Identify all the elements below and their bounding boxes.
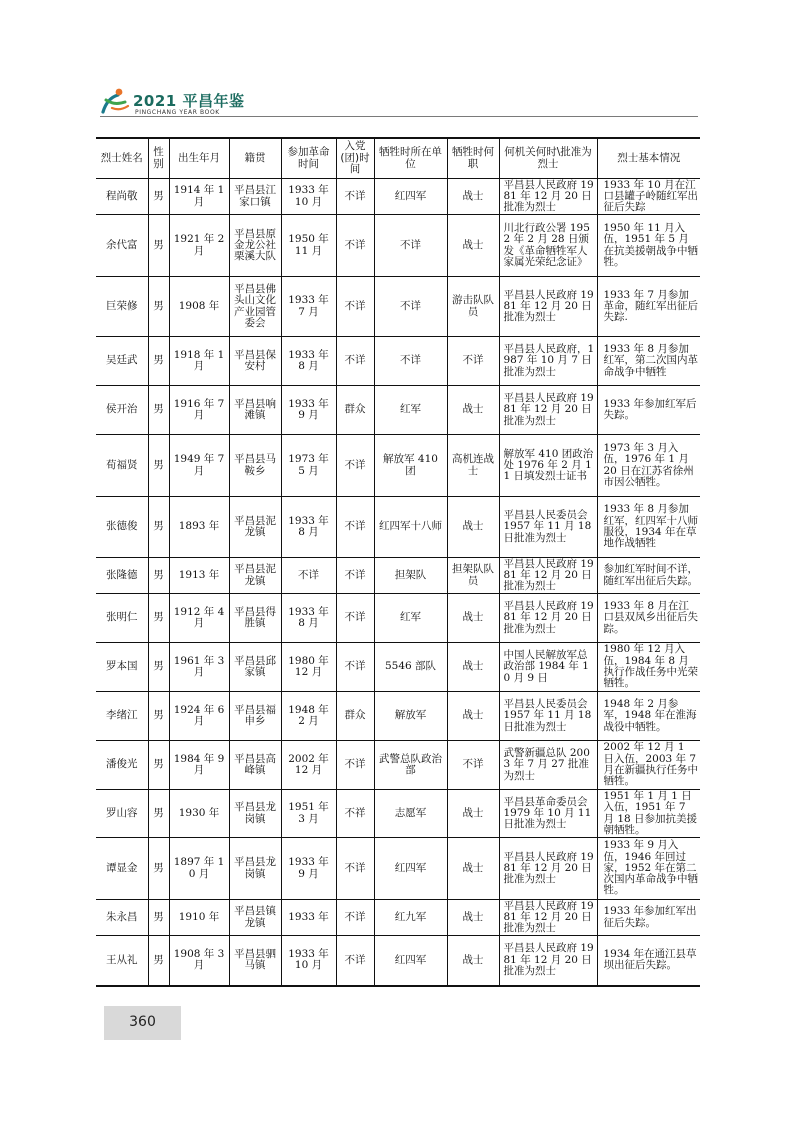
cell-approval: 平昌县人民政府 1981 年 12 月 20 日批准为烈士	[499, 594, 597, 643]
cell-name: 张明仁	[96, 594, 148, 643]
table-row	[96, 497, 700, 558]
table-row	[96, 838, 700, 900]
cell-approval: 平昌县人民政府 1981 年 12 月 20 日批准为烈士	[499, 936, 597, 986]
table-header-row	[96, 138, 700, 179]
cell-unit: 红四军	[374, 838, 447, 900]
cell-birth: 1897 年 10 月	[169, 838, 229, 900]
table-row	[96, 594, 700, 643]
cell-approval: 平昌县人民政府 1981 年 12 月 20 日批准为烈士	[499, 838, 597, 900]
column-header: 何机关何时\批准为烈士	[499, 138, 597, 179]
cell-name: 余代富	[96, 215, 148, 277]
page-number-box	[104, 1006, 181, 1040]
cell-join-date: 1933 年 8 月	[281, 594, 336, 643]
cell-party-date: 不详	[336, 435, 374, 497]
cell-party-date: 不详	[336, 497, 374, 558]
cell-details: 1948 年 2 月参军，1948 年在淮海战役中牺牲。	[597, 692, 700, 741]
cell-native-place: 平昌县原金龙公社栗溪大队	[229, 215, 281, 277]
cell-unit: 解放军	[374, 692, 447, 741]
cell-join-date: 1933 年 9 月	[281, 386, 336, 435]
cell-unit: 担架队	[374, 558, 447, 594]
column-header: 入党(团)时间	[336, 138, 374, 179]
cell-party-date: 不详	[336, 900, 374, 936]
cell-gender: 男	[148, 215, 169, 277]
cell-native-place: 平昌县得胜镇	[229, 594, 281, 643]
cell-party-date: 不详	[336, 594, 374, 643]
cell-approval: 平昌县人民政府 1981 年 12 月 20 日批准为烈士	[499, 558, 597, 594]
cell-native-place: 平昌县邱家镇	[229, 643, 281, 692]
cell-gender: 男	[148, 692, 169, 741]
cell-gender: 男	[148, 277, 169, 337]
cell-details: 1933 年 10 月在江口县罐子岭随红军出征后失踪	[597, 179, 700, 215]
cell-native-place: 平昌县泥龙镇	[229, 558, 281, 594]
column-header: 牺牲时所在单位	[374, 138, 447, 179]
cell-details: 1950 年 11 月入伍，1951 年 5 月在抗美援朝战争中牺牲。	[597, 215, 700, 277]
column-header: 籍贯	[229, 138, 281, 179]
cell-party-date: 不详	[336, 179, 374, 215]
cell-gender: 男	[148, 558, 169, 594]
cell-join-date: 1933 年 8 月	[281, 337, 336, 386]
cell-join-date: 1933 年 10 月	[281, 179, 336, 215]
cell-birth: 1916 年 7 月	[169, 386, 229, 435]
table-row	[96, 215, 700, 277]
cell-position: 游击队队员	[447, 277, 499, 337]
cell-party-date: 群众	[336, 692, 374, 741]
table-row	[96, 790, 700, 838]
cell-position: 战士	[447, 900, 499, 936]
cell-native-place: 平昌县镇龙镇	[229, 900, 281, 936]
cell-details: 1951 年 1 月 1 日入伍，1951 年 7 月 18 日参加抗美援朝牺牲。	[597, 790, 700, 838]
page-header	[100, 84, 700, 124]
cell-party-date: 不详	[336, 838, 374, 900]
cell-unit: 5546 部队	[374, 643, 447, 692]
cell-details: 1933 年 7 月参加革命，随红军出征后失踪.	[597, 277, 700, 337]
cell-native-place: 平昌县泥龙镇	[229, 497, 281, 558]
column-header: 性别	[148, 138, 169, 179]
pingchang-logo-icon	[100, 86, 134, 116]
cell-approval: 平昌县人民政府 1981 年 12 月 20 日批准为烈士	[499, 386, 597, 435]
cell-details: 1933 年 8 月参加红军，第二次国内革命战争中牺牲	[597, 337, 700, 386]
cell-approval: 平昌县人民政府 1981 年 12 月 20 日批准为烈士	[499, 277, 597, 337]
cell-gender: 男	[148, 497, 169, 558]
cell-join-date: 1980 年 12 月	[281, 643, 336, 692]
cell-details: 2002 年 12 月 1 日入伍，2003 年 7 月在新疆执行任务中牺牲。	[597, 741, 700, 790]
table-row	[96, 277, 700, 337]
cell-position: 战士	[447, 386, 499, 435]
cell-name: 张隆德	[96, 558, 148, 594]
cell-join-date: 1951 年 3 月	[281, 790, 336, 838]
cell-join-date: 1973 年 5 月	[281, 435, 336, 497]
cell-birth: 1921 年 2 月	[169, 215, 229, 277]
cell-position: 战士	[447, 936, 499, 986]
cell-unit: 红四军	[374, 179, 447, 215]
cell-gender: 男	[148, 790, 169, 838]
cell-native-place: 平昌县马鞍乡	[229, 435, 281, 497]
cell-party-date: 不详	[336, 558, 374, 594]
cell-unit: 不详	[374, 337, 447, 386]
column-header: 烈士基本情况	[597, 138, 700, 179]
cell-name: 朱永昌	[96, 900, 148, 936]
cell-name: 潘俊光	[96, 741, 148, 790]
cell-party-date: 不详	[336, 936, 374, 986]
cell-native-place: 平昌县江家口镇	[229, 179, 281, 215]
cell-native-place: 平昌县响滩镇	[229, 386, 281, 435]
cell-gender: 男	[148, 337, 169, 386]
cell-party-date: 不详	[336, 215, 374, 277]
cell-details: 1973 年 3 月入伍，1976 年 1 月 20 日在江苏省徐州市因公牺牲。	[597, 435, 700, 497]
table-row	[96, 337, 700, 386]
cell-name: 罗本国	[96, 643, 148, 692]
cell-gender: 男	[148, 594, 169, 643]
header-rule	[100, 116, 698, 117]
book-title: 2021 平昌年鉴	[133, 92, 245, 110]
cell-details: 1933 年 8 月参加红军，红四军十八师服役，1934 年在草地作战牺牲	[597, 497, 700, 558]
table-row	[96, 386, 700, 435]
cell-birth: 1893 年	[169, 497, 229, 558]
table-row	[96, 936, 700, 986]
cell-birth: 1924 年 6 月	[169, 692, 229, 741]
cell-gender: 男	[148, 900, 169, 936]
cell-approval: 解放军 410 团政治处 1976 年 2 月 11 日填发烈士证书	[499, 435, 597, 497]
cell-gender: 男	[148, 741, 169, 790]
cell-join-date: 2002 年 12 月	[281, 741, 336, 790]
cell-native-place: 平昌县福申乡	[229, 692, 281, 741]
cell-birth: 1910 年	[169, 900, 229, 936]
cell-name: 侯开治	[96, 386, 148, 435]
cell-name: 巨荣修	[96, 277, 148, 337]
table-row	[96, 558, 700, 594]
cell-approval: 平昌县人民政府 1981 年 12 月 20 日批准为烈士	[499, 900, 597, 936]
cell-name: 荀福贤	[96, 435, 148, 497]
cell-join-date: 1933 年 7 月	[281, 277, 336, 337]
cell-gender: 男	[148, 386, 169, 435]
cell-unit: 不详	[374, 277, 447, 337]
cell-join-date: 不详	[281, 558, 336, 594]
cell-position: 战士	[447, 838, 499, 900]
cell-position: 不详	[447, 741, 499, 790]
cell-unit: 红军	[374, 594, 447, 643]
martyrs-table	[96, 137, 700, 987]
cell-unit: 解放军 410 团	[374, 435, 447, 497]
cell-gender: 男	[148, 435, 169, 497]
cell-birth: 1918 年 1 月	[169, 337, 229, 386]
cell-name: 李绪江	[96, 692, 148, 741]
cell-party-date: 不详	[336, 277, 374, 337]
cell-party-date: 不祥	[336, 790, 374, 838]
column-header: 出生年月	[169, 138, 229, 179]
cell-position: 战士	[447, 692, 499, 741]
cell-unit: 不详	[374, 215, 447, 277]
cell-name: 吴廷武	[96, 337, 148, 386]
table-row	[96, 900, 700, 936]
cell-position: 高机连战士	[447, 435, 499, 497]
cell-gender: 男	[148, 936, 169, 986]
cell-name: 谭显金	[96, 838, 148, 900]
cell-position: 不详	[447, 337, 499, 386]
column-header: 牺牲时何职	[447, 138, 499, 179]
cell-position: 战士	[447, 594, 499, 643]
cell-birth: 1984 年 9 月	[169, 741, 229, 790]
table-row	[96, 179, 700, 215]
cell-join-date: 1950 年 11 月	[281, 215, 336, 277]
cell-approval: 武警新疆总队 2003 年 7 月 27 批准为烈士	[499, 741, 597, 790]
cell-approval: 平昌县革命委员会 1979 年 10 月 11 日批准为烈士	[499, 790, 597, 838]
cell-birth: 1930 年	[169, 790, 229, 838]
book-subtitle: PINGCHANG YEAR BOOK	[135, 109, 220, 116]
cell-birth: 1912 年 4 月	[169, 594, 229, 643]
cell-position: 战士	[447, 497, 499, 558]
cell-approval: 川北行政公署 1952 年 2 月 28 日颁发《革命牺牲军人家属光荣纪念证》	[499, 215, 597, 277]
cell-birth: 1949 年 7 月	[169, 435, 229, 497]
cell-approval: 平昌县人民政府 1981 年 12 月 20 日批准为烈士	[499, 179, 597, 215]
column-header: 参加革命时间	[281, 138, 336, 179]
cell-native-place: 平昌县保安村	[229, 337, 281, 386]
cell-native-place: 平昌县驷马镇	[229, 936, 281, 986]
cell-birth: 1913 年	[169, 558, 229, 594]
cell-gender: 男	[148, 643, 169, 692]
cell-gender: 男	[148, 179, 169, 215]
cell-details: 参加红军时间不详，随红军出征后失踪。	[597, 558, 700, 594]
cell-join-date: 1933 年	[281, 900, 336, 936]
cell-birth: 1961 年 3 月	[169, 643, 229, 692]
cell-party-date: 不详	[336, 741, 374, 790]
table-row	[96, 435, 700, 497]
cell-join-date: 1933 年 9 月	[281, 838, 336, 900]
cell-position: 担架队队员	[447, 558, 499, 594]
cell-name: 程尚敬	[96, 179, 148, 215]
table-row	[96, 692, 700, 741]
cell-name: 罗山容	[96, 790, 148, 838]
cell-approval: 平昌县人民政府，1987 年 10 月 7 日批准为烈士	[499, 337, 597, 386]
cell-unit: 武警总队政治部	[374, 741, 447, 790]
page-number: 360	[129, 1014, 156, 1030]
cell-details: 1933 年参加红军出征后失踪。	[597, 900, 700, 936]
cell-name: 张德俊	[96, 497, 148, 558]
cell-details: 1933 年 9 月入伍，1946 年回过家，1952 年在第二次国内革命战争中牺牲。	[597, 838, 700, 900]
cell-unit: 红九军	[374, 900, 447, 936]
cell-native-place: 平昌县高峰镇	[229, 741, 281, 790]
cell-details: 1934 年在通江县草坝出征后失踪。	[597, 936, 700, 986]
cell-details: 1933 年参加红军后失踪。	[597, 386, 700, 435]
cell-approval: 中国人民解放军总政治部 1984 年 10 月 9 日	[499, 643, 597, 692]
cell-birth: 1914 年 1 月	[169, 179, 229, 215]
cell-unit: 红军	[374, 386, 447, 435]
cell-unit: 志愿军	[374, 790, 447, 838]
cell-position: 战士	[447, 643, 499, 692]
cell-gender: 男	[148, 838, 169, 900]
cell-approval: 平昌县人民委员会 1957 年 11 月 18 日批准为烈士	[499, 692, 597, 741]
cell-native-place: 平昌县龙岗镇	[229, 790, 281, 838]
cell-join-date: 1933 年 8 月	[281, 497, 336, 558]
cell-party-date: 不详	[336, 337, 374, 386]
cell-unit: 红四军十八师	[374, 497, 447, 558]
cell-party-date: 群众	[336, 386, 374, 435]
cell-details: 1980 年 12 月入伍，1984 年 8 月执行作战任务中光荣牺牲。	[597, 643, 700, 692]
cell-birth: 1908 年 3 月	[169, 936, 229, 986]
cell-position: 战士	[447, 179, 499, 215]
cell-unit: 红四军	[374, 936, 447, 986]
cell-join-date: 1948 年 2 月	[281, 692, 336, 741]
cell-name: 王从礼	[96, 936, 148, 986]
cell-native-place: 平昌县佛头山文化产业园管委会	[229, 277, 281, 337]
table-row	[96, 643, 700, 692]
cell-position: 战士	[447, 215, 499, 277]
cell-details: 1933 年 8 月在江口县双凤乡出征后失踪。	[597, 594, 700, 643]
cell-join-date: 1933 年 10 月	[281, 936, 336, 986]
column-header: 烈士姓名	[96, 138, 148, 179]
cell-approval: 平昌县人民委员会 1957 年 11 月 18 日批准为烈士	[499, 497, 597, 558]
cell-party-date: 不详	[336, 643, 374, 692]
cell-native-place: 平昌县龙岗镇	[229, 838, 281, 900]
table-row	[96, 741, 700, 790]
cell-birth: 1908 年	[169, 277, 229, 337]
cell-position: 战士	[447, 790, 499, 838]
